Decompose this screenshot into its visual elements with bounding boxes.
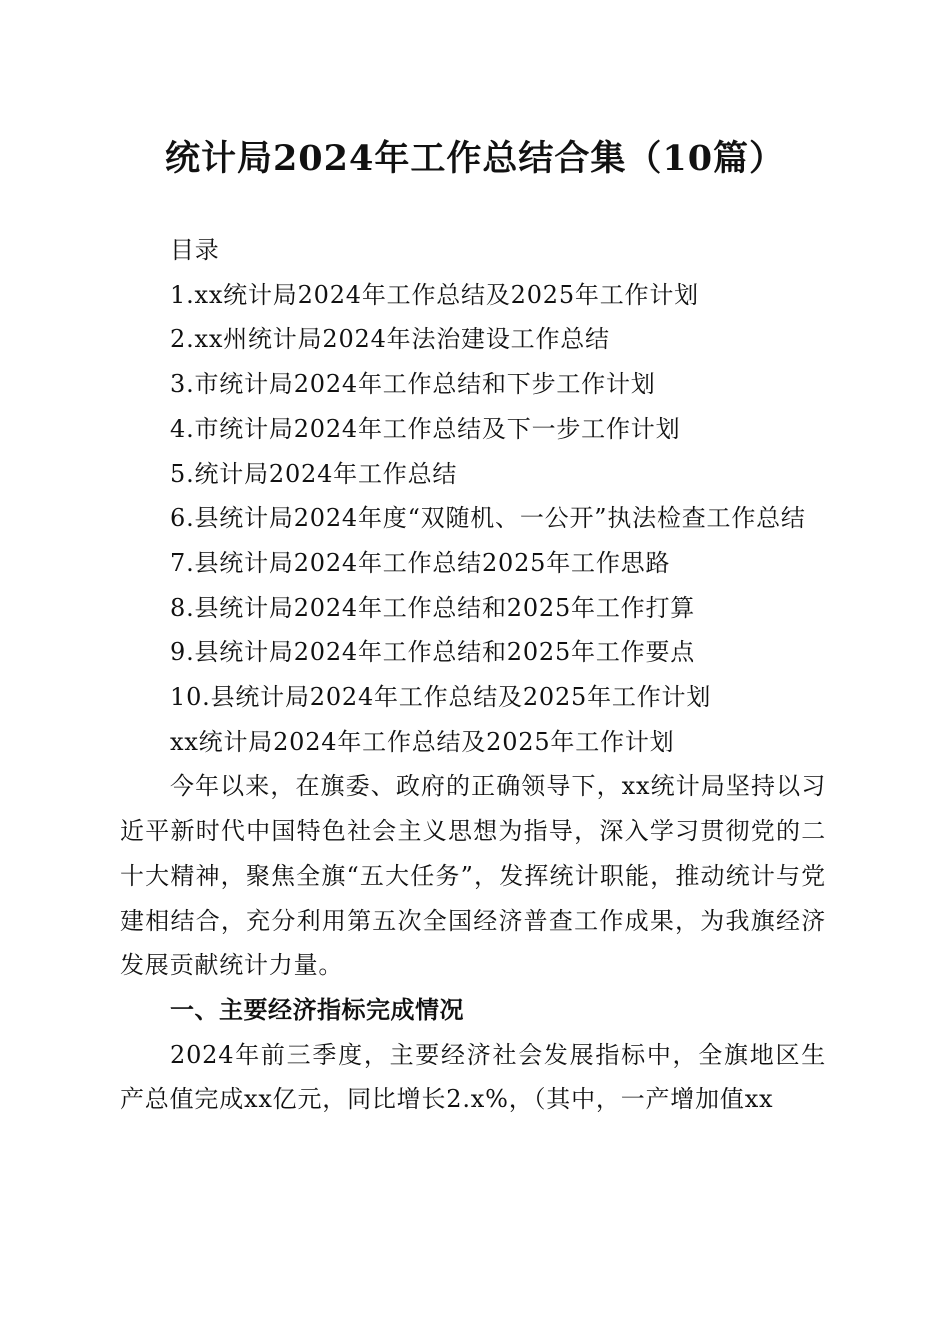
toc-item-4: 4.市统计局2024年工作总结及下一步工作计划 [170,414,681,443]
intro-paragraph: 今年以来，在旗委、政府的正确领导下，xx统计局坚持以习近平新时代中国特色社会主义思想为指导，深入学习贯彻党的二十大精神，聚焦全旗“五大任务”，发挥统计职能，推动统计与党建相结合，充分利用第五次全国经济普查工作成果，为我旗经济发展贡献统计力量。 [120,772,826,980]
toc-item-1: 1.xx统计局2024年工作总结及2025年工作计划 [170,280,699,309]
article-title: xx统计局2024年工作总结及2025年工作计划 [170,727,675,756]
toc-item-7: 7.县统计局2024年工作总结2025年工作思路 [170,548,671,577]
toc-item-8: 8.县统计局2024年工作总结和2025年工作打算 [170,593,696,622]
toc-heading: 目录 [170,236,220,264]
document-title: 统计局2024年工作总结合集（10篇） [164,138,786,179]
toc-item-5: 5.统计局2024年工作总结 [170,459,458,488]
toc-item-6: 6.县统计局2024年度“双随机、一公开”执法检查工作总结 [170,504,806,533]
section-heading: 一、主要经济指标完成情况 [170,995,464,1024]
toc-item-9: 9.县统计局2024年工作总结和2025年工作要点 [170,638,696,667]
toc-item-3: 3.市统计局2024年工作总结和下步工作计划 [170,370,656,399]
toc-item-2: 2.xx州统计局2024年法治建设工作总结 [170,325,610,354]
toc-item-10: 10.县统计局2024年工作总结及2025年工作计划 [170,683,712,712]
section-paragraph: 2024年前三季度，主要经济社会发展指标中，全旗地区生产总值完成xx亿元，同比增长2.x%，（其中，一产增加值xx [120,1040,826,1114]
document-body [120,228,826,1122]
